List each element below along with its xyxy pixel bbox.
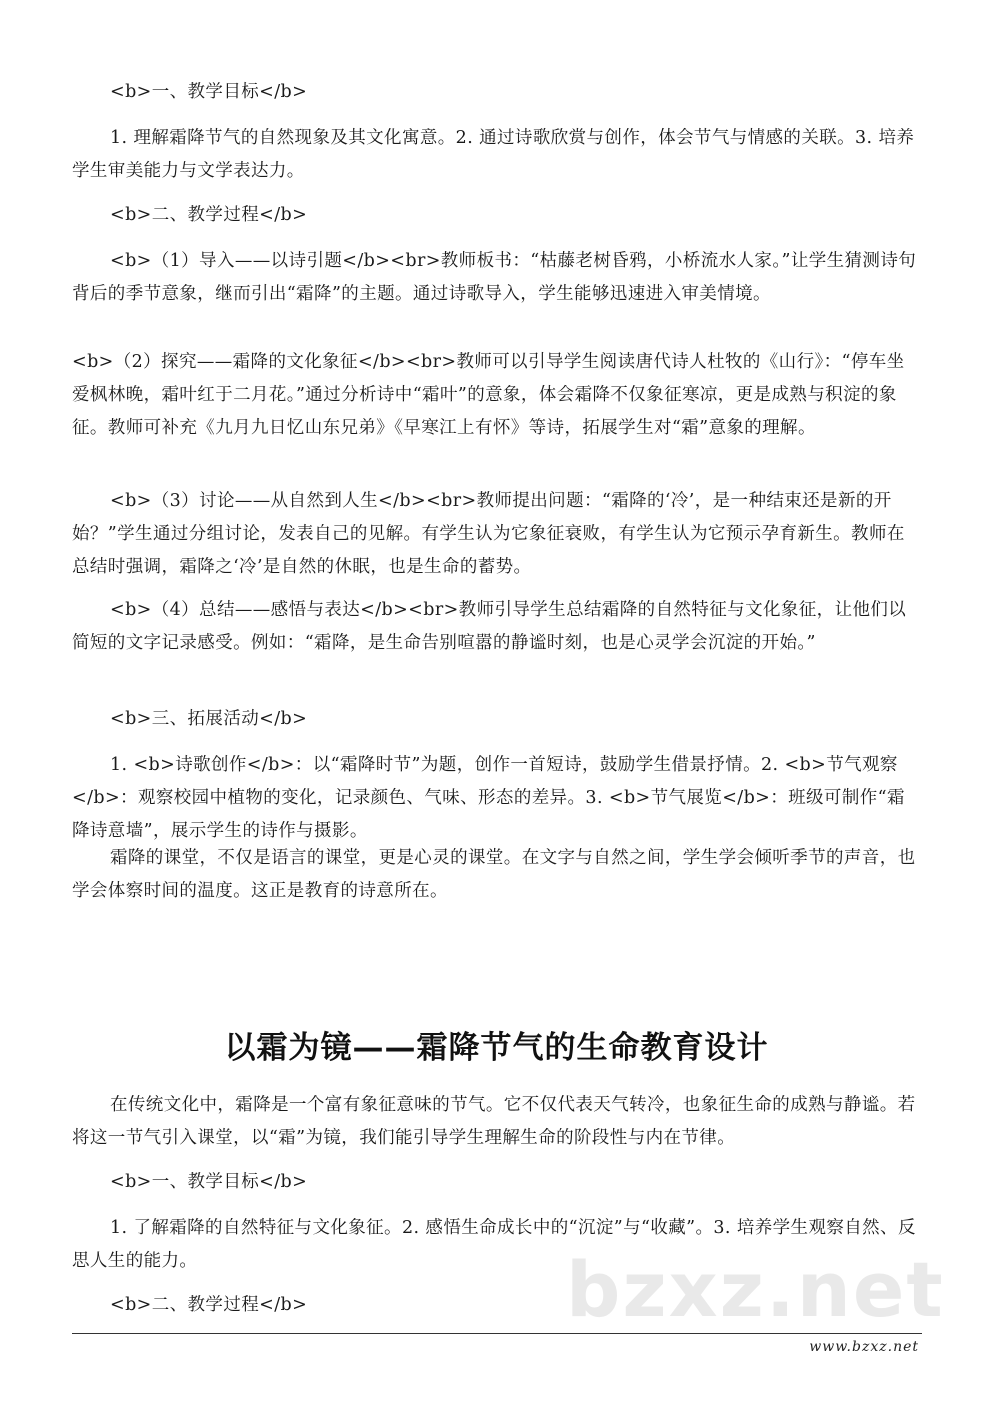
section-heading: <b>二、教学过程</b>: [110, 1295, 308, 1315]
body-paragraph: <b>（2）探究——霜降的文化象征</b><br>教师可以引导学生阅读唐代诗人杜牧的《山行》：“停车坐爱枫林晚，霜叶红于二月花。”通过分析诗中“霜叶”的意象，体会霜降不仅象征寒凉，更是成熟与积淀的象征。教师可补充《九月九日忆山东兄弟》《早寒江上有怀》等诗，拓展学生对“霜”意象的理解。: [72, 352, 905, 438]
body-paragraph: 霜降的课堂，不仅是语言的课堂，更是心灵的课堂。在文字与自然之间，学生学会倾听季节的声音，也学会体察时间的温度。这正是教育的诗意所在。: [72, 848, 916, 901]
body-paragraph: 1. 了解霜降的自然特征与文化象征。2. 感悟生命成长中的“沉淀”与“收藏”。3. 培养学生观察自然、反思人生的能力。: [72, 1218, 916, 1271]
body-paragraph: 在传统文化中，霜降是一个富有象征意味的节气。它不仅代表天气转冷，也象征生命的成熟与静谧。若将这一节气引入课堂，以“霜”为镜，我们能引导学生理解生命的阶段性与内在节律。: [72, 1095, 916, 1148]
body-paragraph: 1. <b>诗歌创作</b>：以“霜降时节”为题，创作一首短诗，鼓励学生借景抒情。2. <b>节气观察</b>：观察校园中植物的变化，记录颜色、气味、形态的差异。3. <b>节气展览</b>：班级可制作“霜降诗意墙”，展示学生的诗作与摄影。: [72, 755, 905, 841]
body-paragraph: <b>（4）总结——感悟与表达</b><br>教师引导学生总结霜降的自然特征与文化象征，让他们以简短的文字记录感受。例如：“霜降，是生命告别喧嚣的静谧时刻，也是心灵学会沉淀的开始。”: [72, 600, 907, 653]
body-paragraph: <b>（3）讨论——从自然到人生</b><br>教师提出问题：“霜降的‘冷’，是一种结束还是新的开始？”学生通过分组讨论，发表自己的见解。有学生认为它象征衰败，有学生认为它预示孕育新生。教师在总结时强调，霜降之‘冷’是自然的休眠，也是生命的蓄势。: [72, 491, 905, 577]
footer-divider: [72, 1333, 922, 1334]
watermark: bzxz.net: [566, 1245, 945, 1334]
section-heading: <b>一、教学目标</b>: [110, 1172, 308, 1192]
article-title: 以霜为镜——霜降节气的生命教育设计: [224, 1030, 769, 1066]
section-heading: <b>二、教学过程</b>: [110, 205, 308, 225]
body-paragraph: <b>（1）导入——以诗引题</b><br>教师板书：“枯藤老树昏鸦，小桥流水人家。”让学生猜测诗句背后的季节意象，继而引出“霜降”的主题。通过诗歌导入，学生能够迅速进入审美情境。: [72, 251, 917, 304]
body-paragraph: 1. 理解霜降节气的自然现象及其文化寓意。2. 通过诗歌欣赏与创作，体会节气与情感的关联。3. 培养学生审美能力与文学表达力。: [72, 128, 915, 181]
section-heading: <b>三、拓展活动</b>: [110, 709, 308, 729]
section-heading: <b>一、教学目标</b>: [110, 82, 308, 102]
footer-url: www.bzxz.net: [809, 1339, 919, 1355]
